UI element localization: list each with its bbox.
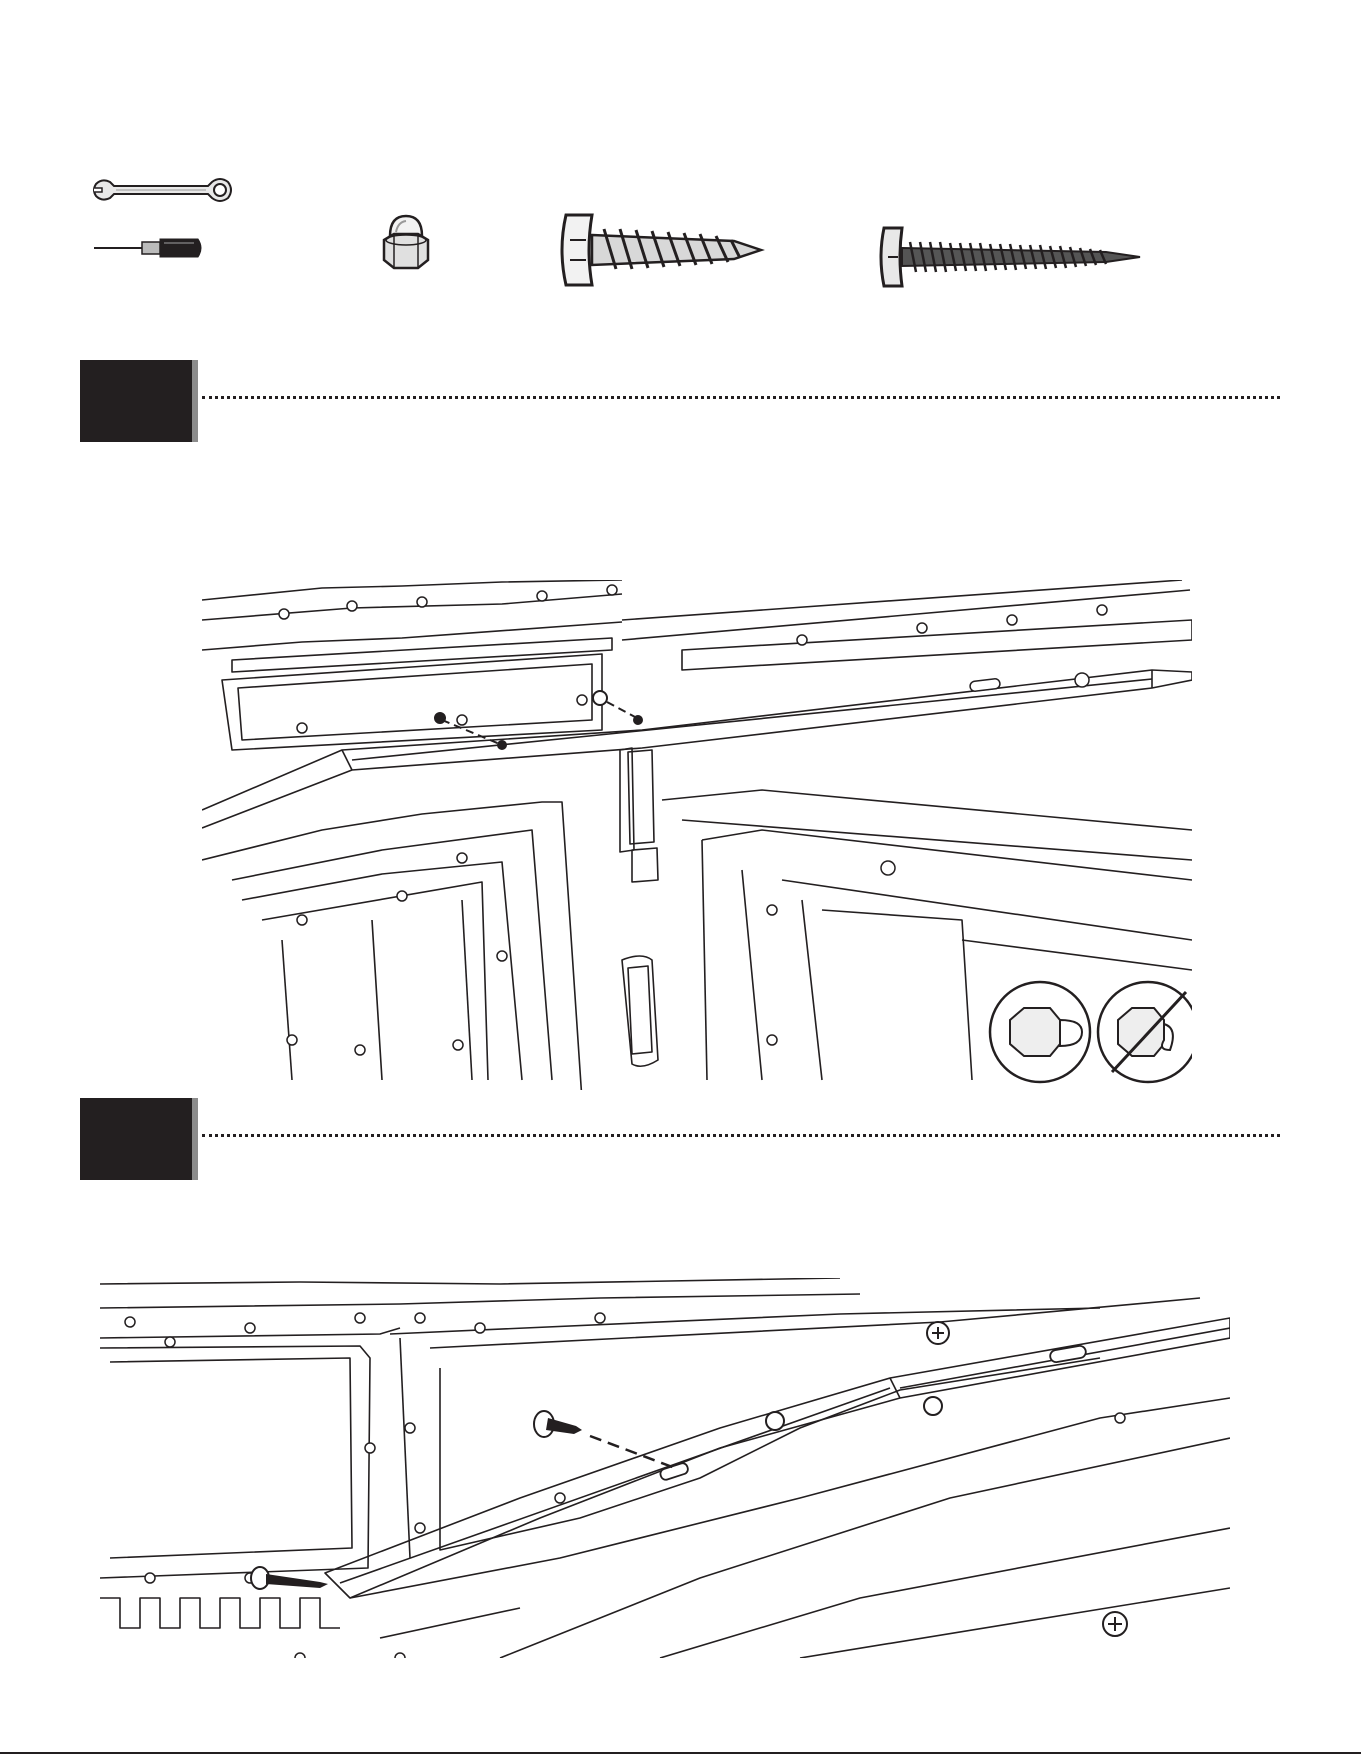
long-screw-icon <box>878 222 1148 292</box>
step-1-illustration <box>202 580 1192 1090</box>
step-divider <box>202 1134 1280 1137</box>
step-2-illustration <box>100 1278 1230 1658</box>
step-number-badge <box>80 1098 192 1180</box>
footer-rule <box>0 1752 1361 1754</box>
step-divider <box>202 396 1280 399</box>
tools-panel <box>88 160 248 270</box>
cap-nut-icon <box>376 210 436 280</box>
wrench-icon <box>88 170 248 210</box>
short-screw-icon <box>556 205 771 295</box>
screwdriver-icon <box>92 233 222 263</box>
step-number-badge <box>80 360 192 442</box>
